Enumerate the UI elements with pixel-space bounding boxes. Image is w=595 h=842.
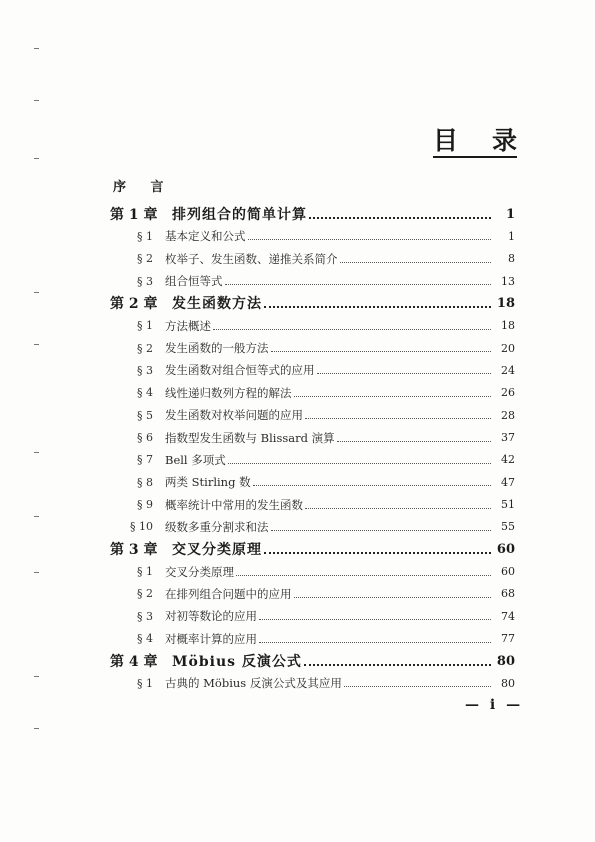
page-ref: 55 xyxy=(501,520,515,534)
section-title: 在排列组合问题中的应用 xyxy=(165,586,292,601)
page-ref: 74 xyxy=(501,609,515,623)
page-ref: 51 xyxy=(501,498,515,512)
section-number: § 3 xyxy=(137,274,153,288)
section-number: § 1 xyxy=(137,565,153,579)
section-title: 古典的 Möbius 反演公式及其应用 xyxy=(165,676,342,691)
page-title-char-2: 录 xyxy=(491,126,517,155)
chapter-title: 排列组合的简单计算 xyxy=(172,207,307,223)
margin-mark xyxy=(34,100,39,101)
section-title: 枚举子、发生函数、递推关系简介 xyxy=(165,251,338,266)
section-title: 概率统计中常用的发生函数 xyxy=(165,497,303,512)
section-number: § 2 xyxy=(137,341,153,355)
dot-leader xyxy=(271,529,492,531)
toc-section-row xyxy=(0,225,595,247)
page-ref: 1 xyxy=(505,206,515,222)
section-number: § 7 xyxy=(137,453,153,467)
dot-leader xyxy=(264,305,491,308)
page-ref: 60 xyxy=(501,565,515,579)
dot-leader xyxy=(344,685,491,687)
toc-section-row xyxy=(0,315,595,337)
section-number: § 8 xyxy=(137,475,153,489)
section-title: 方法概述 xyxy=(165,318,211,333)
toc-chapter-row xyxy=(0,538,595,560)
section-number: § 4 xyxy=(137,632,153,646)
dot-leader xyxy=(294,596,492,598)
section-title: 基本定义和公式 xyxy=(165,229,246,244)
toc-section-row xyxy=(0,337,595,359)
toc-section-row xyxy=(0,449,595,471)
page-ref: 47 xyxy=(501,475,515,489)
section-number: § 3 xyxy=(137,609,153,623)
chapter-number: 第 3 章 xyxy=(110,542,158,559)
page-ref: 42 xyxy=(501,453,515,467)
toc-section-row xyxy=(0,359,595,381)
section-title: 对概率计算的应用 xyxy=(165,631,257,646)
page-ref: 60 xyxy=(496,541,515,557)
dot-leader xyxy=(259,618,491,620)
dot-leader xyxy=(305,417,491,419)
margin-mark xyxy=(34,572,39,573)
section-number: § 6 xyxy=(137,431,153,444)
page-ref: 1 xyxy=(508,229,515,243)
section-title: 指数型发生函数与 Blissard 演算 xyxy=(165,430,335,445)
section-number: § 4 xyxy=(137,386,153,400)
toc-section-row xyxy=(0,516,595,538)
dot-leader xyxy=(236,574,491,576)
page-ref: 37 xyxy=(501,431,515,444)
page-ref: 24 xyxy=(501,363,515,377)
section-number: § 3 xyxy=(137,363,153,377)
page-ref: 26 xyxy=(501,386,515,400)
margin-mark xyxy=(34,48,39,49)
section-title: 发生函数的一般方法 xyxy=(165,341,269,356)
section-number: § 10 xyxy=(130,520,153,534)
section-title: Bell 多项式 xyxy=(165,452,226,467)
dot-leader xyxy=(259,641,491,643)
toc-section-row xyxy=(0,628,595,650)
page-ref: 20 xyxy=(501,341,515,355)
section-title: 级数多重分割求和法 xyxy=(165,519,269,534)
preface-heading: 序 言 xyxy=(113,180,174,195)
section-title: 发生函数对组合恒等式的应用 xyxy=(165,363,315,378)
margin-mark xyxy=(34,516,39,517)
section-number: § 1 xyxy=(137,319,153,333)
dot-leader xyxy=(248,238,492,240)
dot-leader xyxy=(317,372,492,374)
margin-mark xyxy=(34,452,39,453)
page-title xyxy=(433,122,517,158)
margin-mark xyxy=(34,344,39,345)
toc-chapter-row xyxy=(0,292,595,314)
page-ref: 80 xyxy=(501,676,515,690)
dot-leader xyxy=(294,395,492,397)
section-title: 交叉分类原理 xyxy=(165,564,234,579)
toc-chapter-row xyxy=(0,650,595,672)
toc-section-row xyxy=(0,561,595,583)
chapter-title: 发生函数方法 xyxy=(172,296,262,313)
section-number: § 1 xyxy=(137,229,153,243)
page-ref: 80 xyxy=(496,653,515,669)
dot-leader xyxy=(309,216,491,219)
margin-mark xyxy=(34,728,39,729)
dot-leader xyxy=(305,507,491,509)
toc-section-row xyxy=(0,382,595,404)
section-title: 线性递归数列方程的解法 xyxy=(165,385,292,400)
section-title: 两类 Stirling 数 xyxy=(165,475,251,490)
dot-leader xyxy=(304,663,491,666)
chapter-number: 第 1 章 xyxy=(110,207,158,223)
chapter-title: 交叉分类原理 xyxy=(172,542,262,559)
margin-mark xyxy=(34,158,39,159)
page-ref: 68 xyxy=(501,587,515,601)
page-ref: 18 xyxy=(496,295,515,311)
toc-section-row xyxy=(0,605,595,627)
toc-section-row xyxy=(0,248,595,270)
page-title-char-1: 目 xyxy=(433,126,459,155)
chapter-title: Möbius 反演公式 xyxy=(172,654,302,670)
dot-leader xyxy=(271,350,492,352)
margin-mark xyxy=(34,292,39,293)
page-ref: 18 xyxy=(501,319,515,333)
chapter-number: 第 4 章 xyxy=(110,654,158,670)
toc-chapter-row xyxy=(0,203,595,225)
dot-leader xyxy=(337,440,491,442)
page-ref: 8 xyxy=(508,252,515,266)
chapter-number: 第 2 章 xyxy=(110,296,158,313)
dot-leader xyxy=(213,328,491,330)
toc-section-row xyxy=(0,672,595,694)
section-title: 组合恒等式 xyxy=(165,274,223,289)
dot-leader xyxy=(225,283,492,285)
section-number: § 5 xyxy=(137,408,153,422)
toc-section-row xyxy=(0,270,595,292)
page-number: — i — xyxy=(465,697,524,713)
toc-section-row xyxy=(0,404,595,426)
section-number: § 2 xyxy=(137,252,153,266)
section-number: § 9 xyxy=(137,498,153,512)
section-title: 发生函数对枚举问题的应用 xyxy=(165,408,303,423)
toc-section-row xyxy=(0,583,595,605)
toc-section-row xyxy=(0,494,595,516)
page-ref: 13 xyxy=(501,274,515,288)
section-title: 对初等数论的应用 xyxy=(165,609,257,624)
dot-leader xyxy=(253,484,491,486)
page-ref: 28 xyxy=(501,408,515,422)
dot-leader xyxy=(340,261,492,263)
section-number: § 2 xyxy=(137,587,153,601)
margin-mark xyxy=(34,676,39,677)
toc-section-row xyxy=(0,471,595,493)
section-number: § 1 xyxy=(137,676,153,690)
page-ref: 77 xyxy=(501,632,515,646)
toc-section-row xyxy=(0,427,595,449)
dot-leader xyxy=(228,462,491,464)
dot-leader xyxy=(264,551,491,554)
